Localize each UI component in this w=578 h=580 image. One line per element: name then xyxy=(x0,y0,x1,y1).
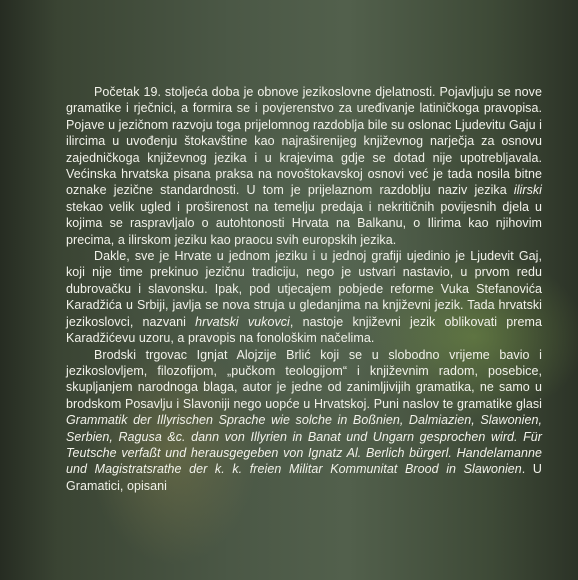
paragraph-2 xyxy=(66,248,542,346)
body-text xyxy=(66,84,542,494)
paragraph-3 xyxy=(66,347,542,495)
paragraph-2-part-1: Dakle, sve je Hrvate u jednom jeziku i u jednoj grafiji ujedinio je Ljudevit Gaj, koji nije time prekinuo jezičnu tradiciju, nego je ustvari nastavio, u prvom redu dubrovačku i slavonsku. Ipak, pod utjecajem pobjede reforme Vuka Stefanovića Karadžića u Srbiji, javlja se nova struja u gledanjima na književni jezik. Tada hrvatski jezikoslovci, nazvani xyxy=(66,249,542,329)
paragraph-3-part-3: . U Gramatici, opisani xyxy=(66,462,542,493)
paragraph-2-part-3: , nastoje književni jezik oblikovati prema Karadžićevu uzoru, a pravopis na fonološkim načelima. xyxy=(66,314,542,346)
paragraph-2-italic-term: hrvatski vukovci xyxy=(195,314,290,329)
paragraph-1 xyxy=(66,84,542,248)
paragraph-1-part-3: stekao velik ugled i proširenost na temelju predaja i nekritičnih povijesnih djela u kojima se raspravljalo o autohtonosti Hrvata na Balkanu, o Ilirima kao njihovim precima, a ilirskom jeziku kao praocu svih europskih jezika. xyxy=(66,199,542,247)
paragraph-3-part-1: Brodski trgovac Ignjat Alojzije Brlić koji se u slobodno vrijeme bavio i jezikoslovljem, filozofijom, „pučkom teologijom“ i književnim radom, posebice, skupljanjem narodnoga blaga, autor je jedne od zanimljivijih gramatika, ne samo u brodskom Posavlju i Slavoniji nego uopće u Hrvatskoj. Puni naslov te gramatike glasi xyxy=(66,347,542,411)
paragraph-3-italic-title: Grammatik der Illyrischen Sprache wie solche in Boßnien, Dalmiazien, Slawonien, Serbien, Ragusa &c. dann von Illyrien in Banat und Ungarn gesprochen wird. Für Teutsche verfaßt und herausgegeben von Ignatz Al. Berlich bürgerl. Handelamanne und Magistratsrathe der k. k. freien Militar Kommunitat Brood in Slawonien xyxy=(66,413,542,477)
paragraph-1-part-1: Početak 19. stoljeća doba je obnove jezikoslovne djelatnosti. Pojavljuju se nove gramatike i rječnici, a formira se i povjerenstvo za uređivanje latiničkoga pravopisa. Pojave u jezičnom razvoju toga prijelomnog razdoblja bile su oslonac Ljudevitu Gaju i ilircima u uvođenju štokavštine kao najraširenijeg književnog narječja za osnovu zajedničkoga književnog jezika i u krajevima gdje se dotad nije upotrebljavala. Većinska hrvatska pisana praksa na novoštokavskoj osnovi već je tada nosila bitne oznake jezične standardnosti. U tom je prijelaznom razdoblju naziv jezika xyxy=(66,85,542,198)
paragraph-1-italic-term: ilirski xyxy=(513,183,542,198)
